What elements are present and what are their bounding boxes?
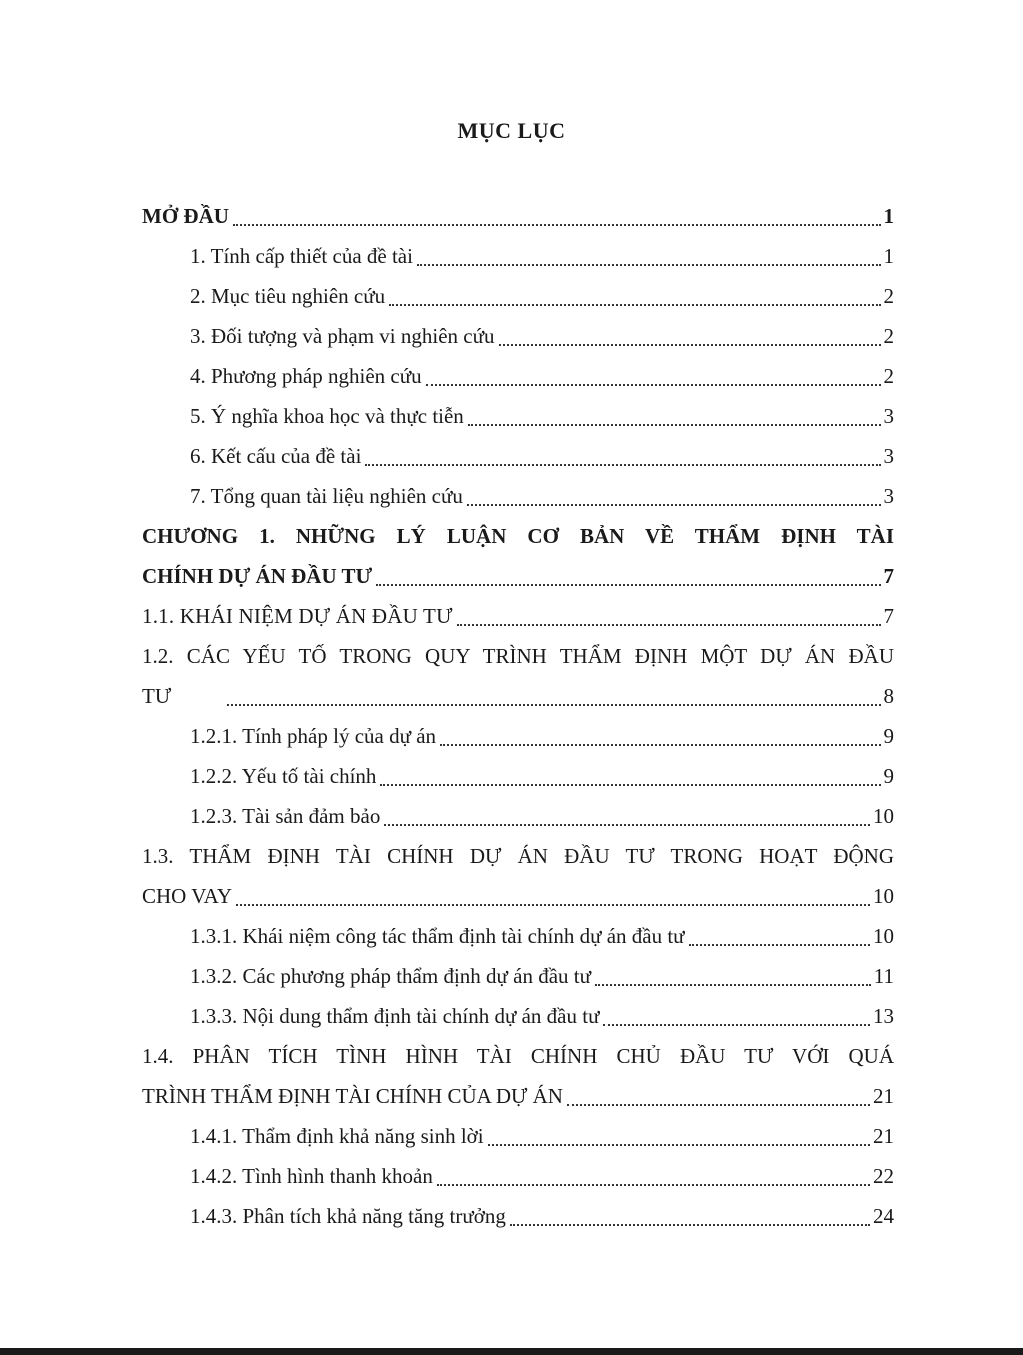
toc-page-number: 21 [873, 1124, 894, 1148]
toc-entry-text: 1.2.1. Tính pháp lý của dự án [190, 724, 437, 748]
toc-entry-text: 1.3.3. Nội dung thẩm định tài chính dự án đầu tư [190, 1004, 600, 1028]
toc-entry-text: 6. Kết cấu của đề tài [190, 444, 362, 468]
toc-page-number: 3 [883, 484, 894, 508]
leader-dots [380, 784, 880, 786]
leader-dots [417, 264, 881, 266]
toc-page-number: 1 [883, 204, 894, 228]
toc-section-1-3-line1[interactable] [142, 836, 894, 876]
toc-entry-1-4-1[interactable] [142, 1116, 894, 1156]
toc-entry-text: 1.4.1. Thẩm định khả năng sinh lời [190, 1124, 484, 1148]
leader-dots [236, 904, 870, 906]
toc-page-number: 3 [883, 444, 894, 468]
toc-entry-mo-dau[interactable] [142, 196, 894, 236]
toc-page-number: 2 [883, 364, 894, 388]
toc-chapter-1-line1[interactable] [142, 516, 894, 556]
toc-page-number: 9 [883, 724, 894, 748]
toc-entry-text: 4. Phương pháp nghiên cứu [190, 364, 422, 388]
toc-entry-1[interactable] [142, 236, 894, 276]
page-title: MỤC LỤC [457, 118, 566, 143]
toc-entry-1-2-1[interactable] [142, 716, 894, 756]
leader-dots [227, 704, 880, 706]
toc-section-1-3-line2[interactable] [142, 876, 894, 916]
toc-section-1-4-line2[interactable] [142, 1076, 894, 1116]
toc-section-1-4-line1[interactable] [142, 1036, 894, 1076]
toc-page-number: 2 [883, 324, 894, 348]
toc-page-number: 10 [873, 804, 894, 828]
toc-entry-1-4-3[interactable] [142, 1196, 894, 1236]
leader-dots [488, 1144, 870, 1146]
toc-page-number: 8 [883, 684, 894, 708]
leader-dots [389, 304, 880, 306]
toc-entry-1-3-2[interactable] [142, 956, 894, 996]
toc-page-number: 21 [873, 1084, 894, 1108]
toc-entry-text: CHO VAY [142, 884, 233, 908]
toc-entry-3[interactable] [142, 316, 894, 356]
leader-dots [365, 464, 880, 466]
toc-entry-text: 1.4.3. Phân tích khả năng tăng trưởng [190, 1204, 506, 1228]
leader-dots [467, 504, 881, 506]
toc-entry-text: MỞ ĐẦU [142, 204, 229, 228]
leader-dots [689, 944, 870, 946]
leader-dots [440, 744, 880, 746]
table-of-contents [142, 196, 894, 1236]
toc-page-number: 22 [873, 1164, 894, 1188]
toc-entry-text: 7. Tổng quan tài liệu nghiên cứu [190, 484, 463, 508]
toc-section-1-1[interactable] [142, 596, 894, 636]
toc-chapter-1-line2[interactable] [142, 556, 894, 596]
toc-page-number: 7 [883, 564, 894, 588]
toc-page-number: 13 [873, 1004, 894, 1028]
toc-page-number: 10 [873, 884, 894, 908]
toc-entry-text: 5. Ý nghĩa khoa học và thực tiễn [190, 404, 464, 428]
toc-page-number: 24 [873, 1204, 894, 1228]
toc-entry-1-3-1[interactable] [142, 916, 894, 956]
toc-entry-text: 1.4.2. Tình hình thanh khoản [190, 1164, 433, 1188]
toc-page-number: 2 [883, 284, 894, 308]
toc-entry-text: 3. Đối tượng và phạm vi nghiên cứu [190, 324, 495, 348]
leader-dots [510, 1224, 870, 1226]
leader-dots [567, 1104, 870, 1106]
toc-section-1-2-line2[interactable] [142, 676, 894, 716]
toc-entry-text: 1.3. THẨM ĐỊNH TÀI CHÍNH DỰ ÁN ĐẦU TƯ TRONG HOẠT ĐỘNG [142, 844, 894, 868]
toc-entry-5[interactable] [142, 396, 894, 436]
toc-entry-2[interactable] [142, 276, 894, 316]
leader-dots [457, 624, 881, 626]
toc-entry-1-2-2[interactable] [142, 756, 894, 796]
toc-entry-text: 2. Mục tiêu nghiên cứu [190, 284, 386, 308]
toc-entry-text: 1.3.2. Các phương pháp thẩm định dự án đầu tư [190, 964, 592, 988]
toc-entry-text: TƯ [142, 684, 172, 708]
leader-dots [437, 1184, 870, 1186]
toc-entry-text: 1. Tính cấp thiết của đề tài [190, 244, 413, 268]
toc-page-number: 7 [883, 604, 894, 628]
toc-entry-6[interactable] [142, 436, 894, 476]
toc-entry-4[interactable] [142, 356, 894, 396]
leader-dots [603, 1024, 870, 1026]
leader-dots [468, 424, 881, 426]
page-bottom-edge [0, 1348, 1023, 1355]
toc-page-number: 11 [873, 964, 894, 988]
toc-entry-7[interactable] [142, 476, 894, 516]
toc-entry-text: 1.3.1. Khái niệm công tác thẩm định tài chính dự án đầu tư [190, 924, 685, 948]
toc-entry-text: 1.2.2. Yếu tố tài chính [190, 764, 377, 788]
leader-dots [233, 224, 881, 226]
toc-entry-text: CHƯƠNG 1. NHỮNG LÝ LUẬN CƠ BẢN VỀ THẨM ĐỊNH TÀI [142, 524, 894, 548]
leader-dots [499, 344, 881, 346]
toc-entry-text: 1.1. KHÁI NIỆM DỰ ÁN ĐẦU TƯ [142, 604, 453, 628]
leader-dots [384, 824, 870, 826]
toc-entry-text: CHÍNH DỰ ÁN ĐẦU TƯ [142, 564, 373, 588]
toc-entry-1-4-2[interactable] [142, 1156, 894, 1196]
toc-entry-text: 1.4. PHÂN TÍCH TÌNH HÌNH TÀI CHÍNH CHỦ ĐẦU TƯ VỚI QUÁ [142, 1044, 894, 1068]
toc-entry-text: 1.2. CÁC YẾU TỐ TRONG QUY TRÌNH THẨM ĐỊNH MỘT DỰ ÁN ĐẦU [142, 644, 894, 668]
leader-dots [426, 384, 881, 386]
toc-entry-1-3-3[interactable] [142, 996, 894, 1036]
leader-dots [595, 984, 871, 986]
toc-section-1-2-line1[interactable] [142, 636, 894, 676]
toc-entry-text: TRÌNH THẨM ĐỊNH TÀI CHÍNH CỦA DỰ ÁN [142, 1084, 563, 1108]
leader-dots [376, 584, 880, 586]
toc-page-number: 1 [883, 244, 894, 268]
toc-page-number: 10 [873, 924, 894, 948]
toc-page-number: 3 [883, 404, 894, 428]
toc-page-number: 9 [883, 764, 894, 788]
toc-entry-1-2-3[interactable] [142, 796, 894, 836]
toc-entry-text: 1.2.3. Tài sản đảm bảo [190, 804, 381, 828]
